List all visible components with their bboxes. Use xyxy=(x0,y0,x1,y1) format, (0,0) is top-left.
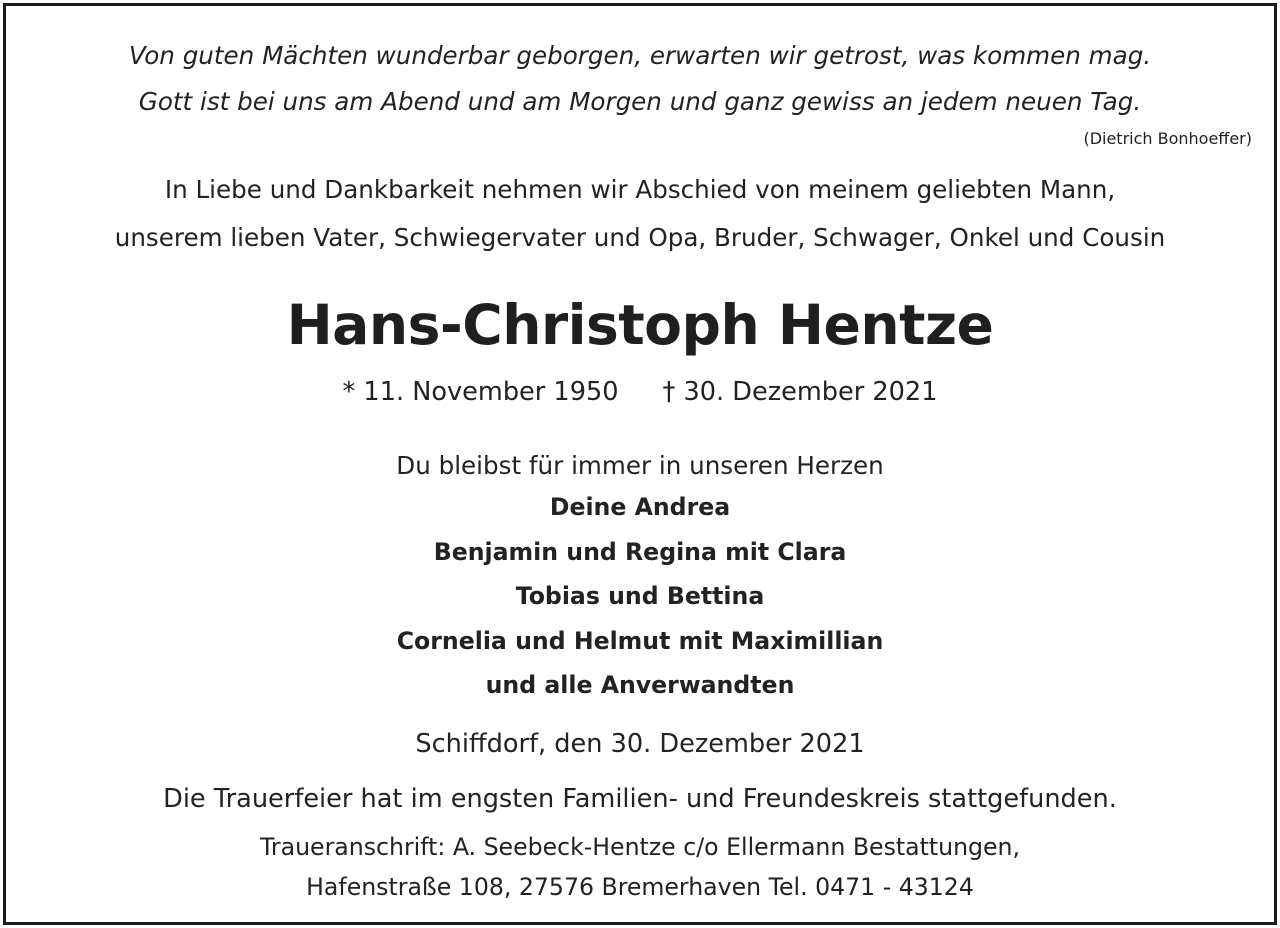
quote-source: (Dietrich Bonhoeffer) xyxy=(1083,129,1252,148)
birth-date: * 11. November 1950 xyxy=(342,377,619,407)
mourner-4: Cornelia und Helmut mit Maximillian xyxy=(396,627,884,655)
life-dates xyxy=(6,377,1274,407)
mourner-3: Tobias und Bettina xyxy=(515,582,765,610)
farewell-text: Du bleibst für immer in unseren Herzen xyxy=(396,451,884,480)
obituary-notice xyxy=(3,3,1277,925)
place-date: Schiffdorf, den 30. Dezember 2021 xyxy=(415,729,865,759)
quote-line-1: Von guten Mächten wunderbar geborgen, erwarten wir getrost, was kommen mag. xyxy=(128,41,1152,70)
intro-line-1: In Liebe und Dankbarkeit nehmen wir Abschied von meinem geliebten Mann, xyxy=(164,175,1116,204)
deceased-name: Hans-Christoph Hentze xyxy=(286,293,994,357)
intro-line-2: unserem lieben Vater, Schwiegervater und Opa, Bruder, Schwager, Onkel und Cousin xyxy=(114,223,1166,252)
ceremony-note: Die Trauerfeier hat im engsten Familien- und Freundeskreis stattgefunden. xyxy=(163,784,1117,814)
death-date: † 30. Dezember 2021 xyxy=(662,377,938,407)
mourner-2: Benjamin und Regina mit Clara xyxy=(433,538,847,566)
mourner-1: Deine Andrea xyxy=(549,493,731,521)
quote-line-2: Gott ist bei uns am Abend und am Morgen und ganz gewiss an jedem neuen Tag. xyxy=(138,87,1142,116)
address-line-1: Traueranschrift: A. Seebeck-Hentze c/o Ellermann Bestattungen, xyxy=(259,833,1021,861)
mourner-5: und alle Anverwandten xyxy=(485,671,795,699)
address-line-2: Hafenstraße 108, 27576 Bremerhaven Tel. 0471 - 43124 xyxy=(306,873,974,901)
